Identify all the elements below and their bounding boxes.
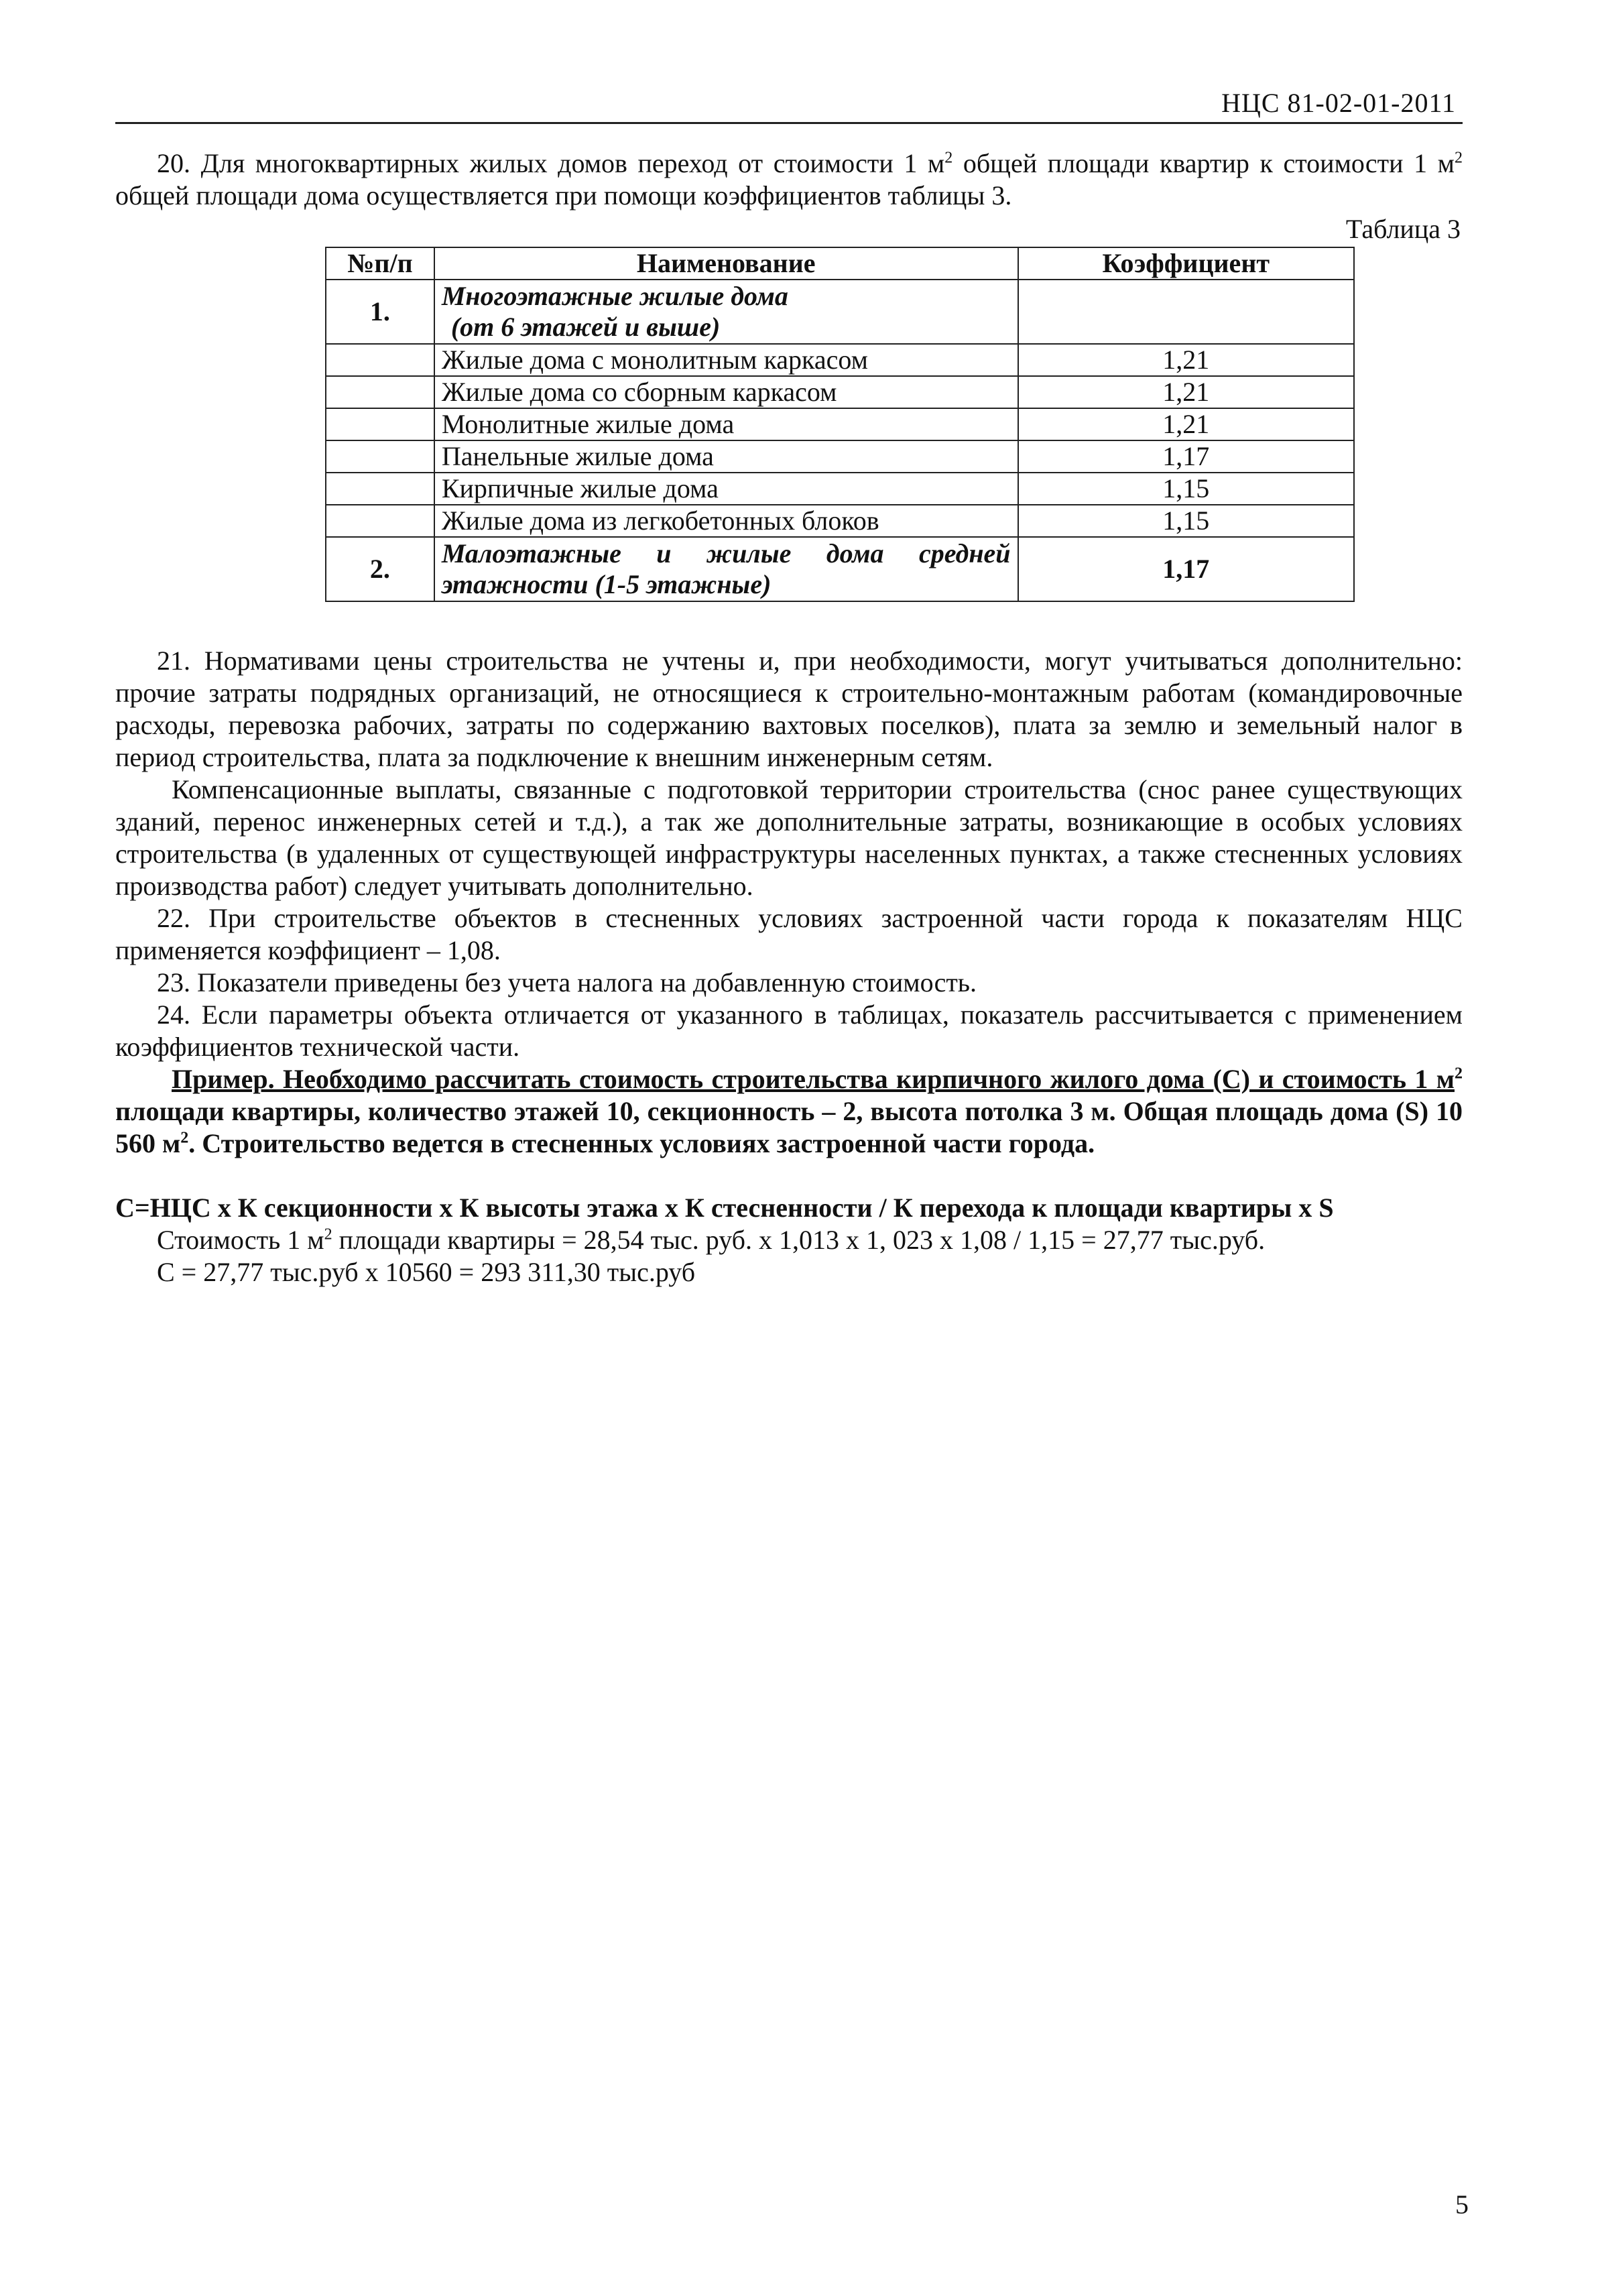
paragraph-23 (115, 967, 1463, 999)
superscript: 2 (1455, 1065, 1463, 1083)
table-row (326, 473, 1354, 505)
group-number: 1. (326, 280, 434, 344)
col-header-coef: Коэффициент (1018, 247, 1354, 280)
col-header-name: Наименование (434, 247, 1018, 280)
calculation-line-1 (115, 1224, 1463, 1256)
table-header-row (326, 247, 1354, 280)
paragraph-22 (115, 902, 1463, 967)
text: 23. Показатели приведены без учета налога на добавленную стоимость. (157, 967, 977, 998)
table-row (326, 408, 1354, 440)
table-group-row (326, 537, 1354, 601)
row-name: Жилые дома с монолитным каркасом (434, 344, 1018, 376)
text: 24. Если параметры объекта отличается от указанного в таблицах, показатель рассчитывается с применением коэффициентов технической части. (115, 1000, 1463, 1062)
row-coef: 1,15 (1018, 473, 1354, 505)
paragraph-21 (115, 645, 1463, 774)
row-coef: 1,17 (1018, 440, 1354, 473)
table-row (326, 344, 1354, 376)
group-title-line: Многоэтажные жилые дома (441, 281, 788, 311)
superscript: 2 (324, 1225, 332, 1244)
row-name: Кирпичные жилые дома (434, 473, 1018, 505)
superscript: 2 (944, 149, 953, 167)
group-coef: 1,17 (1018, 537, 1354, 601)
group-coef (1018, 280, 1354, 344)
paragraph-20 (115, 147, 1463, 212)
text: площади квартиры, количество этажей 10, секционность – 2, высота потолка 3 м. Общая площадь дома (S) 10 560 м (115, 1096, 1463, 1158)
row-coef: 1,21 (1018, 344, 1354, 376)
text: общей площади дома осуществляется при помощи коэффициентов таблицы 3. (115, 180, 1012, 210)
row-name: Монолитные жилые дома (434, 408, 1018, 440)
text: площади квартиры = 28,54 тыс. руб. х 1,013 х 1, 023 х 1,08 / 1,15 = 27,77 тыс.руб. (332, 1225, 1266, 1255)
row-name: Панельные жилые дома (434, 440, 1018, 473)
text: 22. При строительстве объектов в стесненных условиях застроенной части города к показателям НЦС применяется коэффициент – 1,08. (115, 903, 1463, 965)
row-name: Жилые дома со сборным каркасом (434, 376, 1018, 408)
paragraph-24 (115, 999, 1463, 1063)
text: . Строительство ведется в стесненных условиях застроенной части города. (188, 1128, 1095, 1158)
text: 20. Для многоквартирных жилых домов переход от стоимости 1 м (157, 148, 945, 178)
table-row (326, 505, 1354, 537)
calculation-line-2 (115, 1256, 1463, 1288)
paragraph-21-compensation (115, 774, 1463, 902)
table-group-row (326, 280, 1354, 344)
text: общей площади квартир к стоимости 1 м (952, 148, 1455, 178)
text: Компенсационные выплаты, связанные с подготовкой территории строительства (снос ранее существующих зданий, перенос инженерных сетей и т.д.), а так же дополнительные затраты, возникающие в особых условиях строительства (в удаленных от существующей инфраструктуры населенных пунктах, а также стесненных условиях производства работ) следует учитывать дополнительно. (115, 774, 1463, 901)
row-coef: 1,21 (1018, 376, 1354, 408)
text: 21. Нормативами цены строительства не учтены и, при необходимости, могут учитываться дополнительно: прочие затраты подрядных организаций, не относящиеся к строительно-монтажным работам (командировочные расходы, перевозка рабочих, затраты по содержанию вахтовых поселков), плата за землю и земельный налог в период строительства, плата за подключение к внешним инженерным сетям. (115, 646, 1463, 772)
superscript: 2 (180, 1129, 189, 1147)
col-header-num: №п/п (326, 247, 434, 280)
table-caption: Таблица 3 (1345, 214, 1461, 244)
text: Стоимость 1 м (157, 1225, 324, 1255)
group-title: Малоэтажные и жилые дома средней этажности (1-5 этажные) (434, 537, 1018, 601)
example-heading: Пример. Необходимо рассчитать стоимость строительства кирпичного жилого дома (С) и стоимость 1 м (172, 1064, 1455, 1094)
table-row (326, 376, 1354, 408)
coefficient-table (325, 247, 1355, 602)
group-title-line: (от 6 этажей и выше) (450, 312, 721, 342)
text: С = 27,77 тыс.руб х 10560 = 293 311,30 тыс.руб (157, 1257, 696, 1287)
example-paragraph (115, 1063, 1463, 1160)
superscript: 2 (1455, 149, 1463, 167)
row-name: Жилые дома из легкобетонных блоков (434, 505, 1018, 537)
row-coef: 1,15 (1018, 505, 1354, 537)
table-row (326, 440, 1354, 473)
document-code: НЦС 81-02-01-2011 (1221, 88, 1456, 118)
formula: С=НЦС х К секционности х К высоты этажа х К стесненности / К перехода к площади квартиры х S (115, 1193, 1334, 1223)
page-header (115, 87, 1463, 124)
group-number: 2. (326, 537, 434, 601)
row-coef: 1,21 (1018, 408, 1354, 440)
page-number: 5 (1455, 2189, 1469, 2220)
group-title (434, 280, 1018, 344)
